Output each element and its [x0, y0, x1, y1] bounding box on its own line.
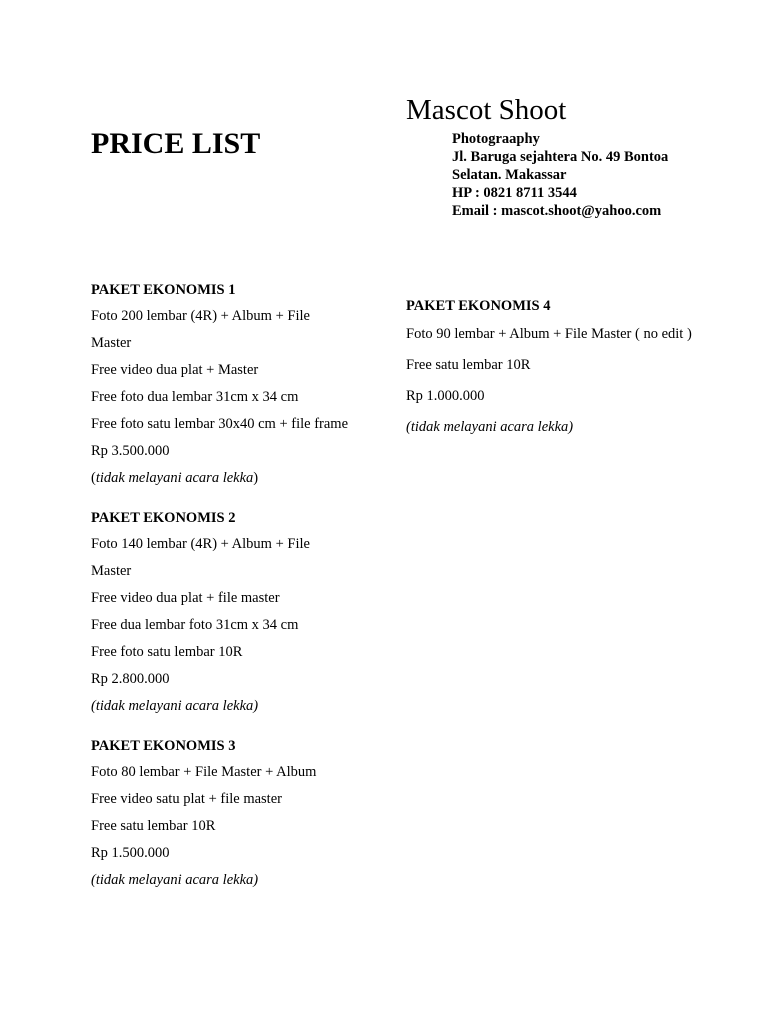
- package-line: Free satu lembar 10R: [91, 818, 216, 834]
- packages-left-column: [91, 280, 381, 910]
- package-line: Free foto dua lembar 31cm x 34 cm: [91, 389, 299, 405]
- package-note: (tidak melayani acara lekka): [91, 872, 259, 888]
- package-ekonomis-1: [91, 280, 381, 492]
- package-title: PAKET EKONOMIS 1: [91, 282, 236, 298]
- packages-right-column: [406, 296, 696, 448]
- page-title: PRICE LIST: [91, 127, 261, 160]
- package-line: Free foto satu lembar 30x40 cm + file frame: [91, 416, 349, 432]
- package-line: Free satu lembar 10R: [406, 357, 531, 373]
- brand-phone: HP : 0821 8711 3544: [452, 185, 577, 201]
- package-price: Rp 1.500.000: [91, 845, 170, 861]
- package-note: (tidak melayani acara lekka): [406, 419, 574, 435]
- package-line: Free video dua plat + Master: [91, 362, 259, 378]
- package-price: Rp 2.800.000: [91, 671, 170, 687]
- package-note: (tidak melayani acara lekka): [91, 470, 259, 486]
- brand-tagline: Photograaphy: [452, 131, 540, 147]
- package-line: Free video dua plat + file master: [91, 590, 280, 606]
- package-line: Foto 200 lembar (4R) + Album + File: [91, 308, 310, 324]
- package-note: (tidak melayani acara lekka): [91, 698, 259, 714]
- package-line: Master: [91, 335, 132, 351]
- package-ekonomis-2: [91, 508, 381, 720]
- package-note-text: tidak melayani acara lekka: [95, 470, 254, 486]
- package-title: PAKET EKONOMIS 2: [91, 510, 236, 526]
- package-line: Master: [91, 563, 132, 579]
- package-line: Free dua lembar foto 31cm x 34 cm: [91, 617, 299, 633]
- package-price: Rp 1.000.000: [406, 388, 485, 404]
- package-ekonomis-4: [406, 296, 696, 437]
- brand-name: Mascot Shoot: [406, 94, 567, 126]
- package-line: Foto 90 lembar + Album + File Master ( no edit ): [406, 326, 692, 342]
- brand-header: [406, 92, 746, 220]
- package-line: Foto 140 lembar (4R) + Album + File: [91, 536, 310, 552]
- brand-address-line-1: Jl. Baruga sejahtera No. 49 Bontoa: [452, 149, 669, 165]
- package-line: Foto 80 lembar + File Master + Album: [91, 764, 317, 780]
- package-line: Free video satu plat + file master: [91, 791, 282, 807]
- brand-address-line-2: Selatan. Makassar: [452, 167, 567, 183]
- package-title: PAKET EKONOMIS 4: [406, 298, 551, 314]
- brand-details: [452, 130, 746, 220]
- package-title: PAKET EKONOMIS 3: [91, 738, 236, 754]
- brand-email: Email : mascot.shoot@yahoo.com: [452, 203, 662, 219]
- package-price: Rp 3.500.000: [91, 443, 170, 459]
- package-ekonomis-3: [91, 736, 381, 894]
- package-line: Free foto satu lembar 10R: [91, 644, 243, 660]
